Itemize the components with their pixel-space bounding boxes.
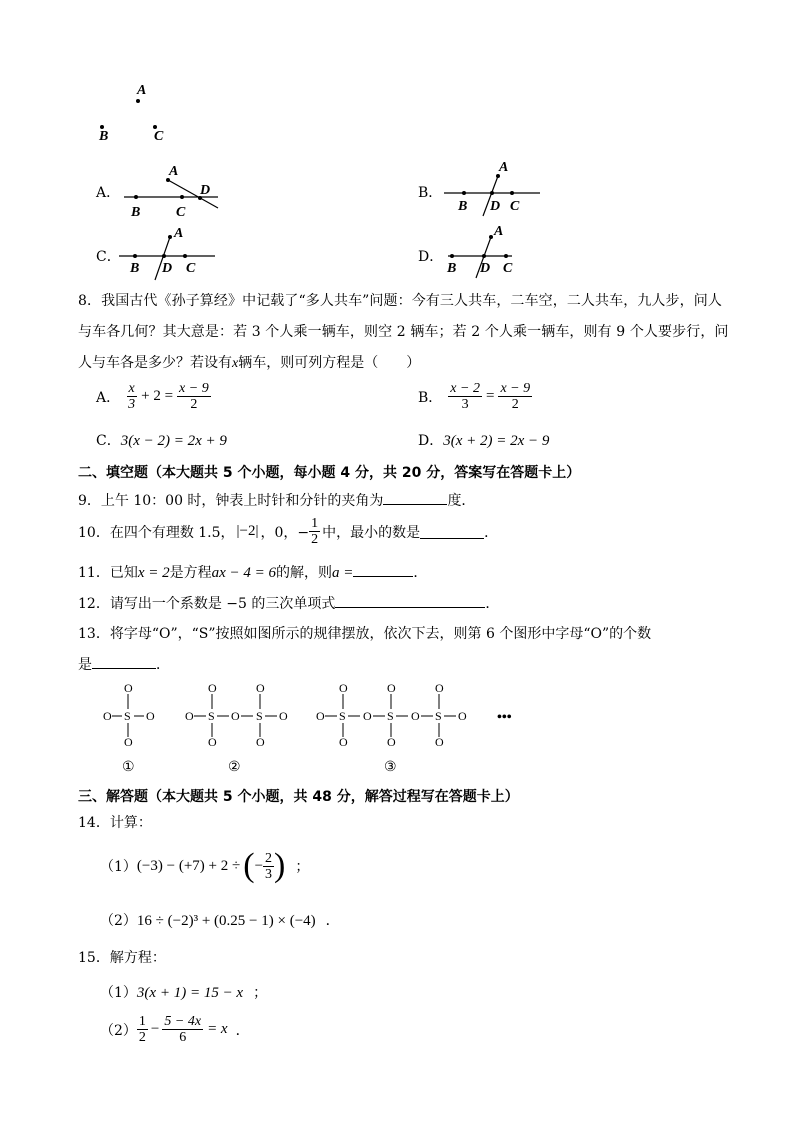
pattern-2	[185, 681, 288, 749]
q7a-label-d: D	[200, 183, 211, 198]
svg-text:S: S	[208, 709, 215, 723]
svg-text:O: O	[185, 709, 194, 723]
q7d-label-d: D	[480, 261, 491, 276]
svg-text:O: O	[124, 735, 133, 749]
q10: 10．在四个有理数 1.5， |−2| ，0，− $\frac{1}{2}$ 中，最小的数是 ．	[78, 516, 499, 547]
q14-title: 14．计算：	[78, 815, 152, 831]
q8-line-1: 8．我国古代《孙子算经》中记载了“多人共车”问题：今有三人共车，二车空，二人共车，九人步，问人	[78, 293, 722, 309]
svg-text:O: O	[316, 709, 325, 723]
svg-text:O: O	[256, 735, 265, 749]
svg-text:O: O	[339, 735, 348, 749]
q7-option-d-figure	[440, 220, 540, 282]
q13-answer-blank[interactable]	[92, 654, 156, 669]
q9-answer-blank[interactable]	[383, 490, 447, 505]
pattern-3	[316, 681, 467, 749]
q7b-label-d: D	[490, 199, 501, 214]
q13-line-2: 是 ．	[78, 654, 170, 674]
q8-line-2: 与车各几何？其大意是：若 3 个人乘一辆车，则空 2 辆车；若 2 个人乘一辆车，则有 9 个人要步行，问	[78, 324, 729, 340]
svg-text:O: O	[411, 709, 420, 723]
q7-option-d-label: D．	[418, 249, 444, 265]
point-label-b: B	[99, 129, 109, 144]
q7a-label-a: A	[169, 164, 179, 179]
q7c-label-c: C	[186, 261, 196, 276]
pattern-label-2: ②	[228, 759, 241, 775]
q13-line-1: 13．将字母“O”，“S”按照如图所示的规律摆放，依次下去，则第 6 个图形中字母“O”的个数	[78, 626, 652, 642]
point-label-a: A	[137, 83, 147, 98]
q7d-label-a: A	[494, 224, 504, 239]
svg-text:O: O	[279, 709, 288, 723]
svg-text:O: O	[435, 735, 444, 749]
variable-x: x	[232, 356, 239, 371]
q12-answer-blank[interactable]	[335, 593, 485, 608]
pattern-label-3: ③	[384, 759, 397, 775]
q7-option-c-label: C．	[96, 249, 121, 265]
q15-part-1: （1）3(x + 1) = 15 − x ；	[100, 985, 268, 1001]
q7b-label-b: B	[458, 199, 468, 214]
q8-option-b: B． $\frac{x - 2}{3}$ = $\frac{x - 9}{2}$	[418, 381, 531, 412]
paren-close: )	[274, 847, 286, 884]
q7-option-c-figure	[115, 220, 225, 282]
q7b-label-a: A	[499, 160, 509, 175]
svg-text:O: O	[256, 681, 265, 695]
q12: 12．请写出一个系数是 −5 的三次单项式 ．	[78, 593, 499, 613]
pattern-1	[103, 681, 155, 749]
svg-text:O: O	[458, 709, 467, 723]
svg-text:S: S	[435, 709, 442, 723]
point-a	[136, 99, 140, 103]
q7d-label-b: B	[447, 261, 457, 276]
svg-text:O: O	[435, 681, 444, 695]
svg-text:O: O	[339, 681, 348, 695]
q7-option-b-figure	[440, 156, 550, 218]
q7-option-a-figure	[120, 160, 230, 220]
q11-answer-blank[interactable]	[353, 562, 413, 577]
svg-text:O: O	[387, 681, 396, 695]
q11: 11．已知x = 2是方程ax − 4 = 6的解，则a = ．	[78, 562, 427, 582]
q7a-label-c: C	[176, 205, 186, 220]
svg-text:S: S	[124, 709, 131, 723]
paren-open: (	[243, 847, 255, 884]
pattern-label-1: ①	[122, 759, 135, 775]
svg-text:O: O	[103, 709, 112, 723]
svg-text:O: O	[363, 709, 372, 723]
point-label-c: C	[154, 129, 164, 144]
q15-title: 15．解方程：	[78, 950, 166, 966]
q8-option-a: A． $\frac{x}{3}$ + 2 = $\frac{x - 9}{2}$	[96, 381, 209, 412]
q7-option-a-label: A．	[96, 185, 121, 201]
q7c-label-a: A	[174, 226, 184, 241]
svg-text:S: S	[387, 709, 394, 723]
q9: 9．上午 10：00 时，钟表上时针和分针的夹角为 度．	[78, 490, 475, 510]
q8-line-3: 人与车各是多少？若设有x辆车，则可列方程是（ ）	[78, 355, 421, 371]
svg-text:O: O	[146, 709, 155, 723]
svg-text:O: O	[387, 735, 396, 749]
q10-answer-blank[interactable]	[420, 524, 484, 539]
svg-text:O: O	[208, 735, 217, 749]
svg-text:O: O	[231, 709, 240, 723]
q7a-label-b: B	[131, 205, 141, 220]
q13-pattern-figure	[95, 680, 535, 780]
section-3-title: 三、解答题（本大题共 5 个小题，共 48 分，解答过程写在答题卡上）	[78, 789, 519, 805]
svg-text:S: S	[256, 709, 263, 723]
q7b-label-c: C	[510, 199, 520, 214]
section-2-title: 二、填空题（本大题共 5 个小题，每小题 4 分，共 20 分，答案写在答题卡上）	[78, 465, 581, 481]
ellipsis: •••	[497, 710, 512, 725]
q7-option-b-label: B．	[418, 185, 443, 201]
q8-option-c: C．3(x − 2) = 2x + 9	[96, 433, 227, 449]
svg-text:O: O	[208, 681, 217, 695]
q8-option-d: D．3(x + 2) = 2x − 9	[418, 433, 550, 449]
svg-text:O: O	[124, 681, 133, 695]
q7c-label-b: B	[130, 261, 140, 276]
q7d-label-c: C	[503, 261, 513, 276]
q7c-label-d: D	[162, 261, 173, 276]
q15-part-2: （2） $\frac{1}{2}$ − $\frac{5 - 4x}{6}$ = x ．	[100, 1014, 250, 1045]
svg-text:S: S	[339, 709, 346, 723]
q14-part-2: （2）16 ÷ (−2)³ + (0.25 − 1) × (−4) ．	[100, 913, 340, 929]
q14-part-1: （1） (−3) − (+7) + 2 ÷ ( − $\frac{2}{3}$ ) ；	[100, 847, 310, 884]
